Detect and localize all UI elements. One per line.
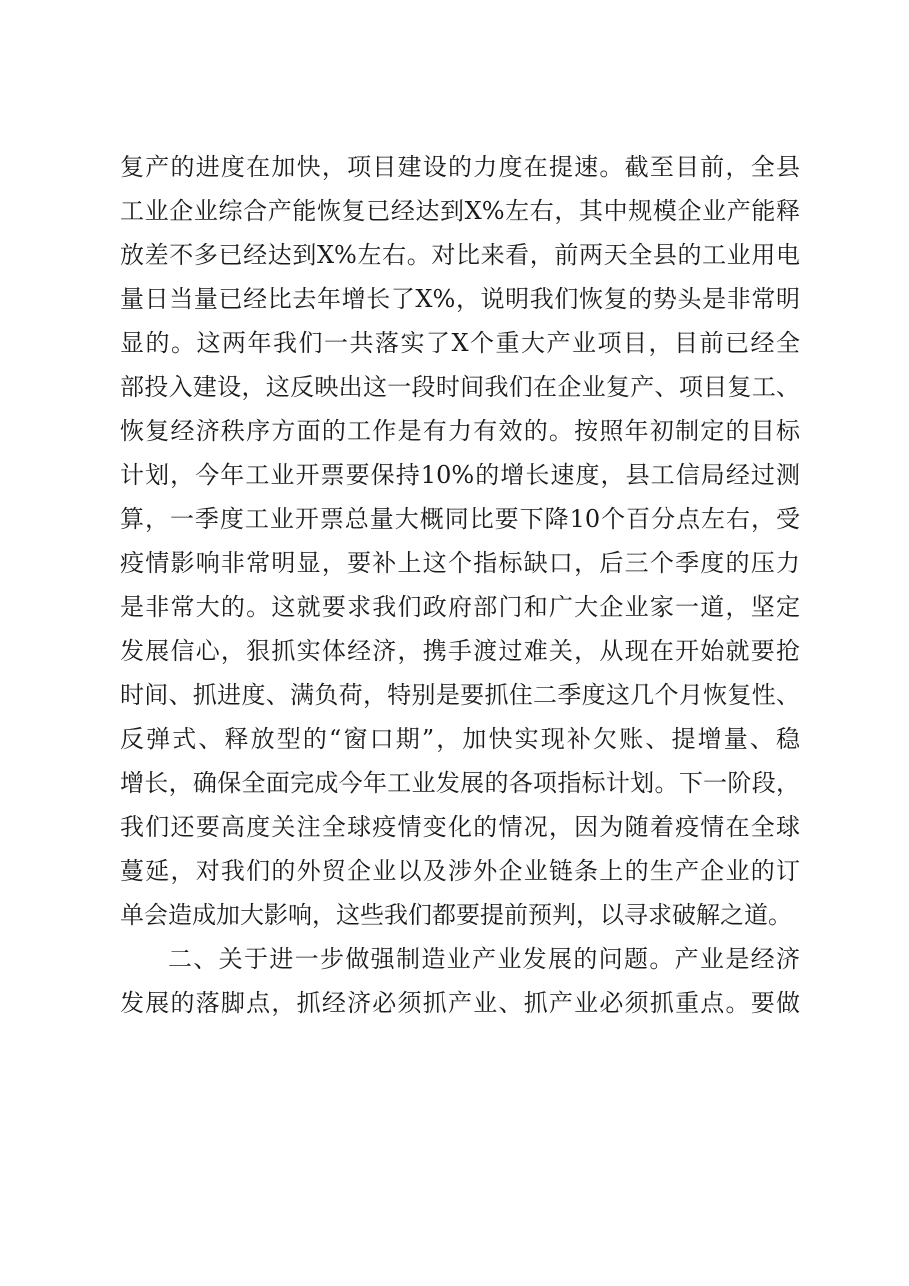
body-text-line: 反弹式、释放型的“窗口期”，加快实现补欠账、提增量、稳 [120,725,800,753]
body-text-line: 算，一季度工业开票总量大概同比要下降10个百分点左右，受 [120,505,800,533]
body-text-line: 时间、抓进度、满负荷，特别是要抓住二季度这几个月恢复性、 [120,681,800,709]
body-text-line: 放差不多已经达到X%左右。对比来看，前两天全县的工业用电 [120,241,800,269]
body-text-line: 增长，确保全面完成今年工业发展的各项指标计划。下一阶段， [120,769,800,797]
body-text-line: 计划，今年工业开票要保持10%的增长速度，县工信局经过测 [120,461,800,489]
body-text-line: 发展信心，狠抓实体经济，携手渡过难关，从现在开始就要抢 [120,637,800,665]
body-text-line: 复产的进度在加快，项目建设的力度在提速。截至目前，全县 [120,153,800,181]
body-text-line: 蔓延，对我们的外贸企业以及涉外企业链条上的生产企业的订 [120,857,800,885]
body-text-line: 单会造成加大影响，这些我们都要提前预判，以寻求破解之道。 [120,901,792,929]
body-text-line: 我们还要高度关注全球疫情变化的情况，因为随着疫情在全球 [120,813,800,841]
body-text-line: 疫情影响非常明显，要补上这个指标缺口，后三个季度的压力 [120,549,800,577]
body-text-line: 工业企业综合产能恢复已经达到X%左右，其中规模企业产能释 [120,197,800,225]
body-text-line: 显的。这两年我们一共落实了X个重大产业项目，目前已经全 [120,329,800,357]
body-text-line: 部投入建设，这反映出这一段时间我们在企业复产、项目复工、 [120,373,800,401]
body-text-line: 恢复经济秩序方面的工作是有力有效的。按照年初制定的目标 [120,417,800,445]
body-text-line: 是非常大的。这就要求我们政府部门和广大企业家一道，坚定 [120,593,800,621]
section-heading-line: 二、关于进一步做强制造业产业发展的问题。产业是经济 [168,945,800,973]
body-text-line: 量日当量已经比去年增长了X%，说明我们恢复的势头是非常明 [120,285,800,313]
body-text-line: 发展的落脚点，抓经济必须抓产业、抓产业必须抓重点。要做 [120,989,800,1017]
